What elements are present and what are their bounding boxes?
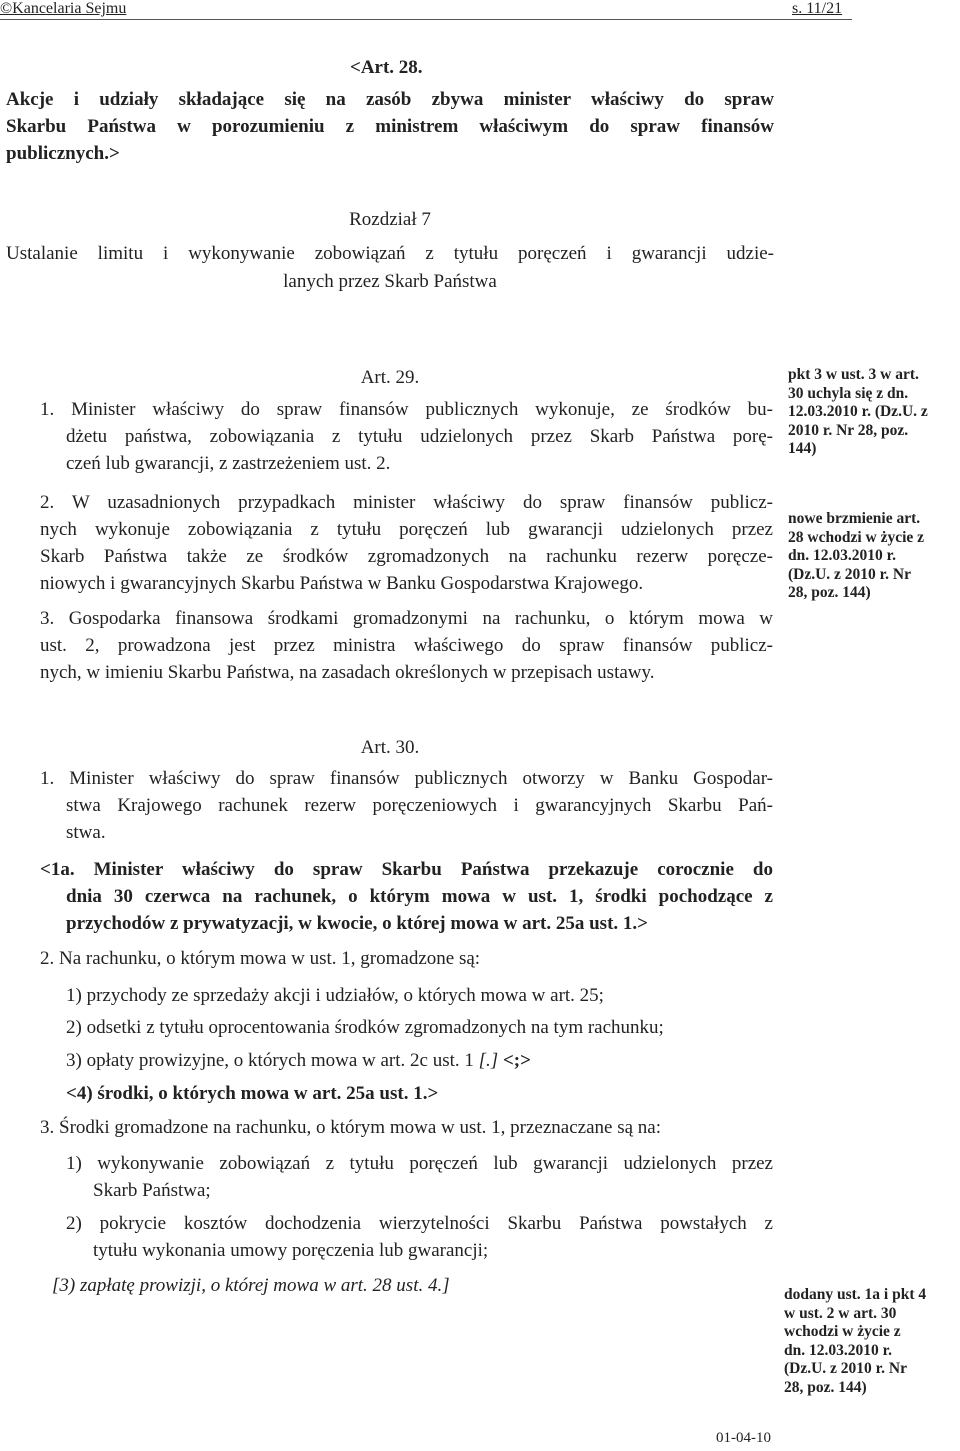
art-30-p1a-line: dnia 30 czerwca na rachunek, o którym mowa w ust. 1, środki pochodzące z [66,886,773,907]
chapter-subtitle-line: Ustalanie limitu i wykonywanie zobowiązań z tytułu poręczeń i gwarancji udzie- [6,243,774,264]
chapter-subtitle-line: lanych przez Skarb Państwa [283,271,497,292]
art-29-p3-line: ust. 2, prowadzona jest przez ministra właściwego do spraw finansów publicz- [40,635,773,656]
page-header [0,0,860,22]
art-29-title: Art. 29. [360,367,420,388]
chapter-title: Rozdział 7 [349,209,431,230]
side-note-line: dn. 12.03.2010 r. [784,1341,892,1359]
art-30-title: Art. 30. [360,737,420,758]
art-30-p1a-line: przychodów z prywatyzacji, w kwocie, o której mowa w art. 25a ust. 1.> [66,913,648,934]
art-30-p1-line: stwa. [66,822,106,843]
art-30-p2-item-1: 1) przychody ze sprzedaży akcji i udziałów, o których mowa w art. 25; [66,985,604,1006]
art-28-text-line: Akcje i udziały składające się na zasób zbywa minister właściwy do spraw [6,89,774,110]
art-30-p2-item-4: <4) środki, o których mowa w art. 25a ust. 1.> [66,1083,439,1104]
side-note-line: 144) [788,440,817,457]
art-30-p3-item-2-line: tytułu wykonania umowy poręczenia lub gwarancji; [93,1240,489,1261]
art-29-p1-line: 1. Minister właściwy do spraw finansów publicznych wykonuje, ze środków bu- [40,399,773,420]
header-source: ©Kancelaria Sejmu [0,0,127,17]
side-note-3 [784,1286,960,1397]
side-note-1 [788,366,960,459]
side-note-line: 28, poz. 144) [788,584,871,601]
art-29-p1-line: czeń lub gwarancji, z zastrzeżeniem ust. 2. [66,453,391,474]
art-28-text-line: publicznych.> [6,143,120,164]
art-29-p3-line: 3. Gospodarka finansowa środkami gromadzonymi na rachunku, o którym mowa w [40,608,773,629]
side-note-line: 28 wchodzi w życie z [788,528,925,546]
art-30-p2-item-3-added: <;> [498,1050,531,1071]
side-note-line: pkt 3 w ust. 3 w art. [788,366,919,383]
header-rule [0,19,852,20]
art-30-p3-item-3: [3) zapłatę prowizji, o której mowa w art. 28 ust. 4.] [52,1275,450,1296]
art-29-p2-line: nych wykonuje zobowiązania z tytułu poręczeń lub gwarancji udzielonych przez [40,519,773,540]
art-28-title: <Art. 28. [350,57,423,78]
art-30-p1a-line: <1a. Minister właściwy do spraw Skarbu Państwa przekazuje corocznie do [40,859,773,880]
side-note-line: dn. 12.03.2010 r. [788,547,896,564]
art-30-p2-item-3-removed: [.] [478,1050,499,1071]
art-29-p3-line: nych, w imieniu Skarbu Państwa, na zasadach określonych w przepisach ustawy. [40,662,655,683]
side-note-line: 30 uchyla się z dn. [788,384,909,402]
side-note-line: w ust. 2 w art. 30 [784,1304,897,1322]
side-note-2 [788,510,960,603]
header-page-number: s. 11/21 [792,0,843,17]
art-30-p1-line: 1. Minister właściwy do spraw finansów publicznych otworzy w Banku Gospodar- [40,768,773,789]
art-29-p2-line: niowych i gwarancyjnych Skarbu Państwa w Banku Gospodarstwa Krajowego. [40,573,644,594]
art-30-p3: 3. Środki gromadzone na rachunku, o którym mowa w ust. 1, przeznaczane są na: [40,1117,661,1138]
art-30-p2: 2. Na rachunku, o którym mowa w ust. 1, gromadzone są: [40,948,481,969]
art-30-p2-item-3 [66,1047,531,1074]
art-30-p3-item-1-line: 1) wykonywanie zobowiązań z tytułu poręczeń lub gwarancji udzielonych przez [66,1153,773,1174]
side-note-line: 12.03.2010 r. (Dz.U. z [788,403,928,420]
side-note-line: 28, poz. 144) [784,1378,867,1396]
art-30-p2-item-3-text: 3) opłaty prowizyjne, o których mowa w art. 2c ust. 1 [66,1050,479,1071]
side-note-line: (Dz.U. z 2010 r. Nr [788,565,911,583]
art-30-p1-line: stwa Krajowego rachunek rezerw poręczeniowych i gwarancyjnych Skarbu Pań- [66,795,773,816]
art-29-p2-line: 2. W uzasadnionych przypadkach minister właściwy do spraw finansów publicz- [40,492,773,513]
footer-date: 01-04-10 [716,1430,771,1446]
art-29-p1-line: dżetu państwa, zobowiązania z tytułu udzielonych przez Skarb Państwa porę- [66,426,773,447]
art-30-p3-item-2-line: 2) pokrycie kosztów dochodzenia wierzytelności Skarbu Państwa powstałych z [66,1213,773,1234]
art-30-p3-item-1-line: Skarb Państwa; [93,1180,211,1201]
side-note-line: wchodzi w życie z [784,1323,901,1340]
side-note-line: (Dz.U. z 2010 r. Nr [784,1360,907,1377]
art-30-p2-item-2: 2) odsetki z tytułu oprocentowania środków zgromadzonych na tym rachunku; [66,1017,664,1038]
side-note-line: 2010 r. Nr 28, poz. [788,421,909,439]
side-note-line: nowe brzmienie art. [788,510,921,527]
art-29-p2-line: Skarb Państwa także ze środków zgromadzonych na rachunku rezerw poręcze- [40,546,773,567]
side-note-line: dodany ust. 1a i pkt 4 [784,1286,927,1303]
art-28-text-line: Skarbu Państwa w porozumieniu z ministrem właściwym do spraw finansów [6,116,774,137]
